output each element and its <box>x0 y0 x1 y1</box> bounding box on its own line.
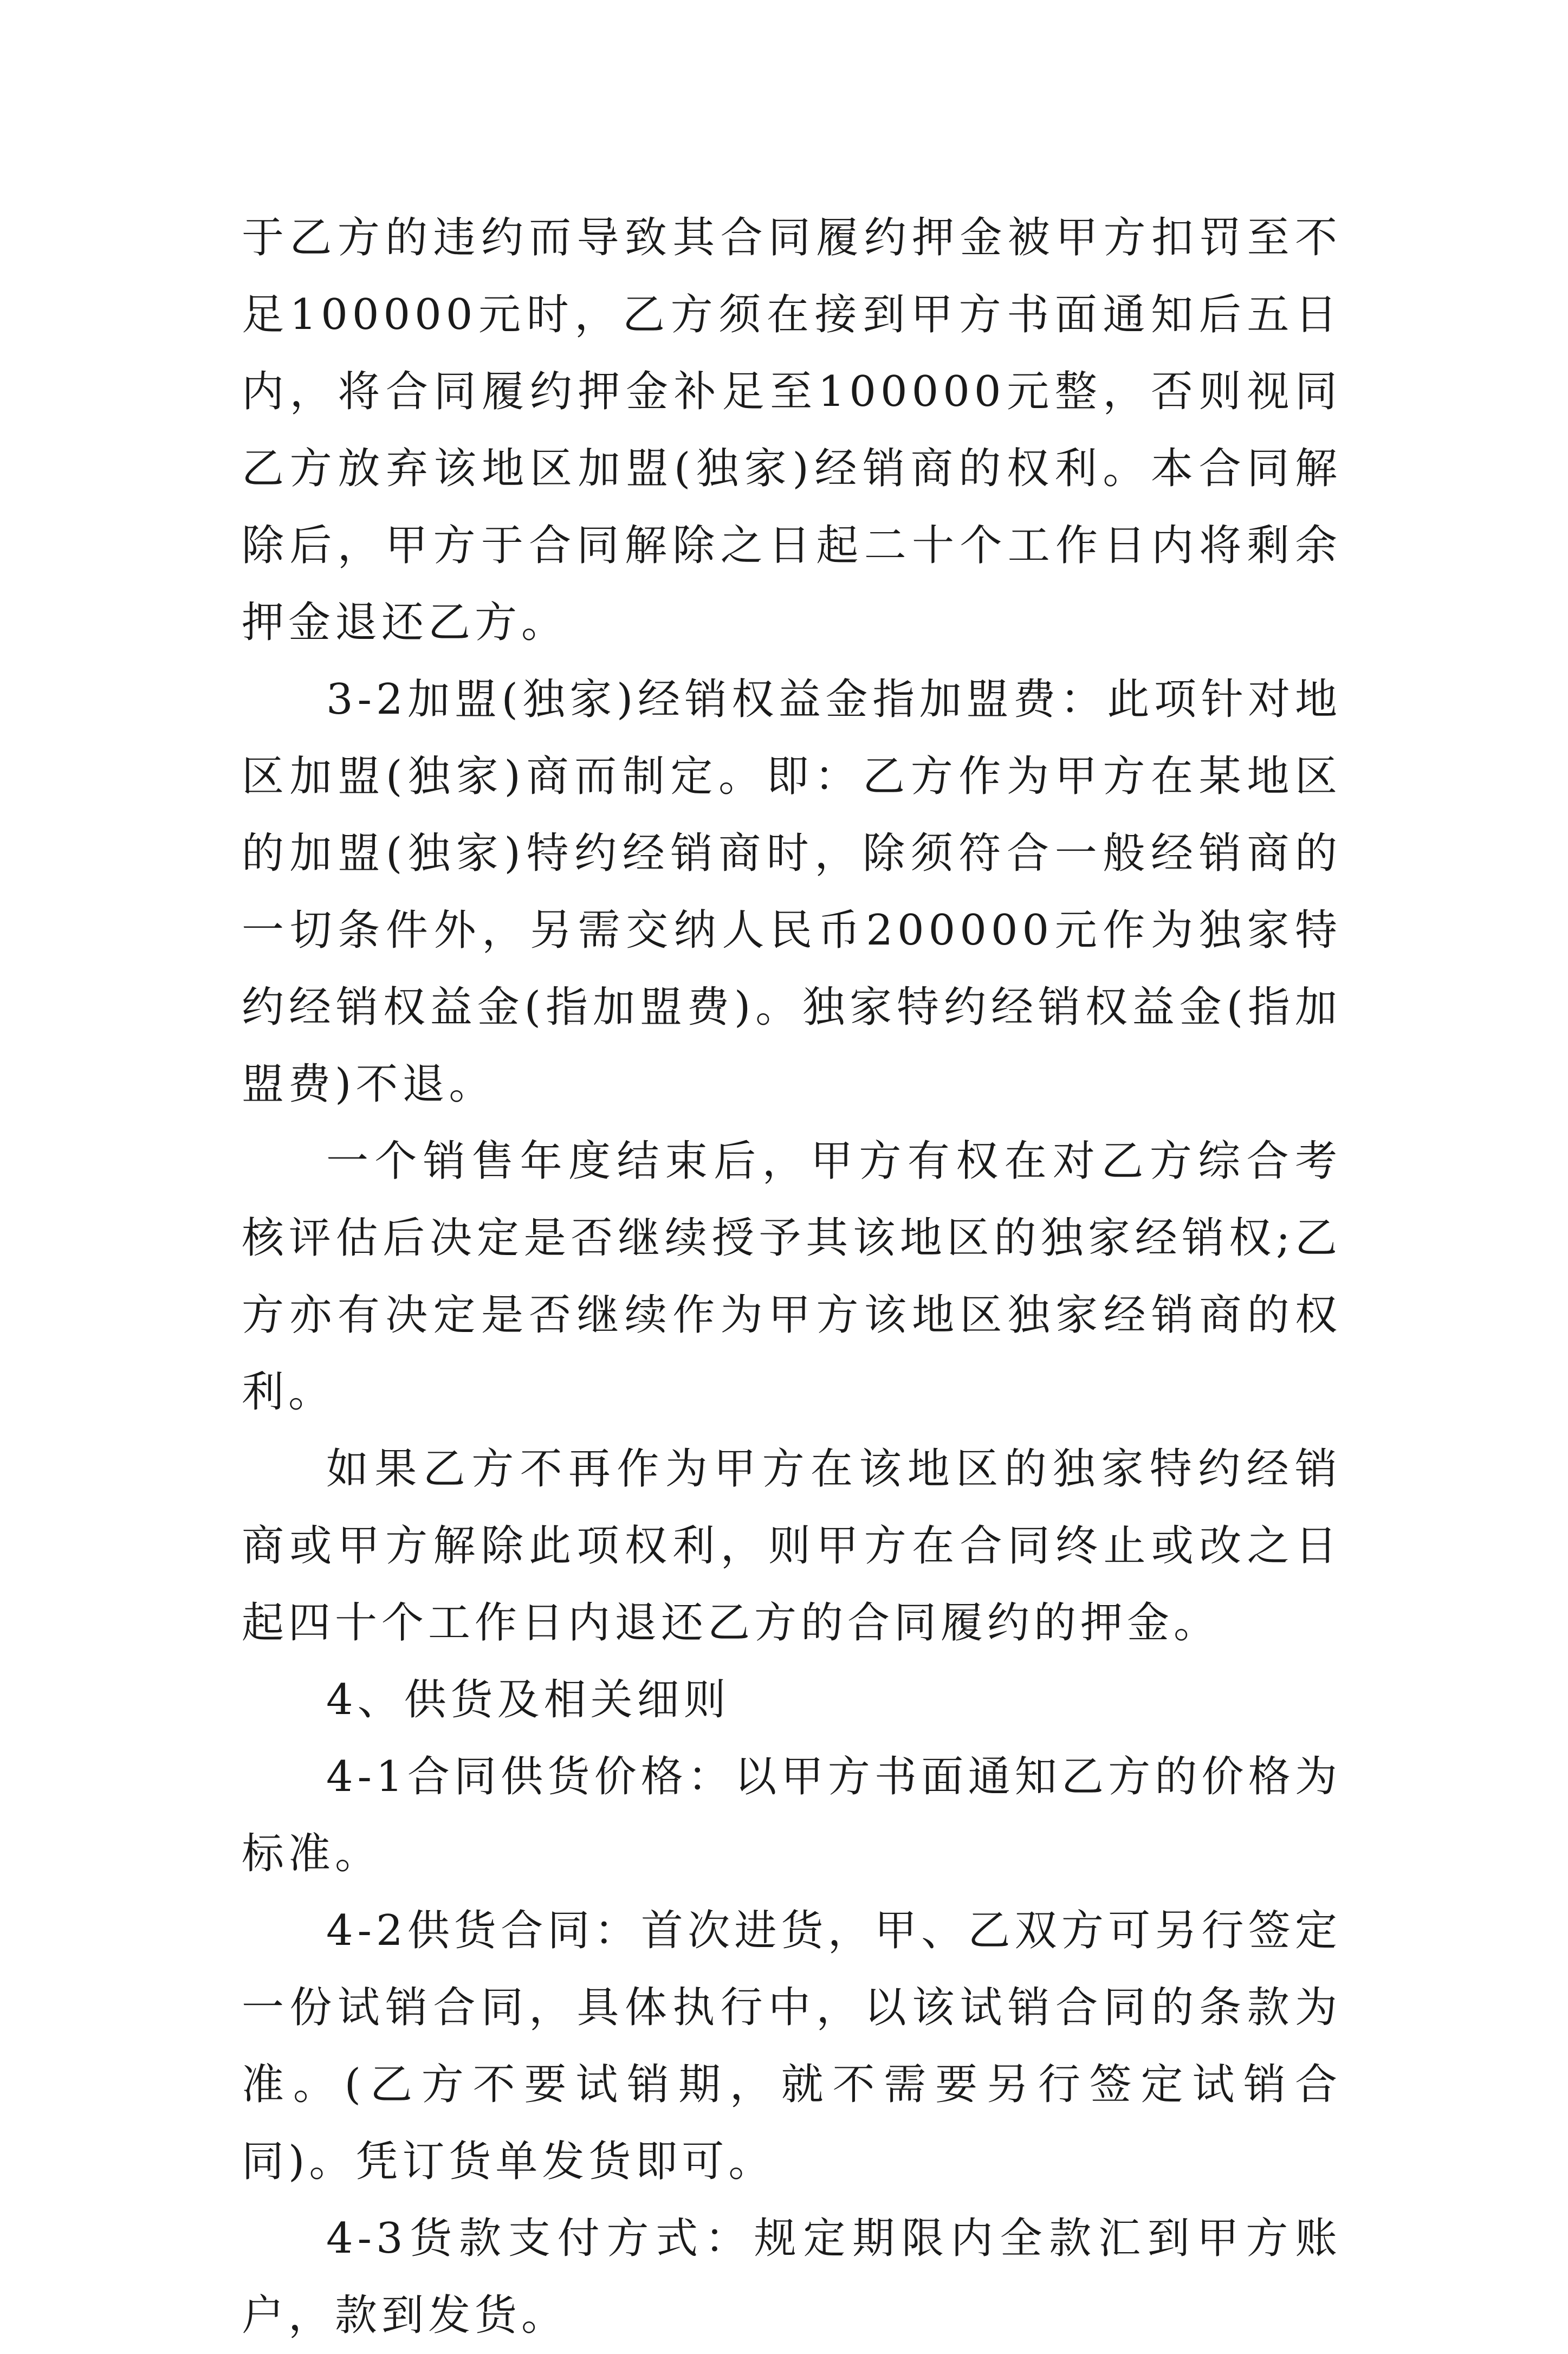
document-body <box>242 199 1342 2354</box>
section-heading-supply: 4、供货及相关细则 <box>326 1676 730 1724</box>
paragraph-annual-review: 一个销售年度结束后，甲方有权在对乙方综合考核评估后决定是否继续授予其该地区的独家经销权;乙方亦有决定是否继续作为甲方该地区独家经销商的权利。 <box>242 1137 1342 1417</box>
paragraph-supply-contract: 4-2供货合同：首次进货，甲、乙双方可另行签定一份试销合同，具体执行中，以该试销合同的条款为准。(乙方不要试销期，就不需要另行签定试销合同)。凭订货单发货即可。 <box>242 1906 1342 2186</box>
paragraph-deposit-refund: 如果乙方不再作为甲方在该地区的独家特约经销商或甲方解除此项权利，则甲方在合同终止或改之日起四十个工作日内退还乙方的合同履约的押金。 <box>242 1445 1342 1647</box>
paragraph-payment-method: 4-3货款支付方式：规定期限内全款汇到甲方账户，款到发货。 <box>242 2214 1342 2340</box>
paragraph-deposit-replenishment: 于乙方的违约而导致其合同履约押金被甲方扣罚至不足100000元时，乙方须在接到甲方书面通知后五日内，将合同履约押金补足至100000元整，否则视同乙方放弃该地区加盟(独家)经销商的权利。本合同解除后，甲方于合同解除之日起二十个工作日内将剩余押金退还乙方。 <box>242 214 1342 647</box>
paragraph-supply-price: 4-1合同供货价格：以甲方书面通知乙方的价格为标准。 <box>242 1752 1342 1878</box>
paragraph-franchise-fee: 3-2加盟(独家)经销权益金指加盟费：此项针对地区加盟(独家)商而制定。即：乙方作为甲方在某地区的加盟(独家)特约经销商时，除须符合一般经销商的一切条件外，另需交纳人民币200000元作为独家特约经销权益金(指加盟费)。独家特约经销权益金(指加盟费)不退。 <box>242 675 1342 1109</box>
